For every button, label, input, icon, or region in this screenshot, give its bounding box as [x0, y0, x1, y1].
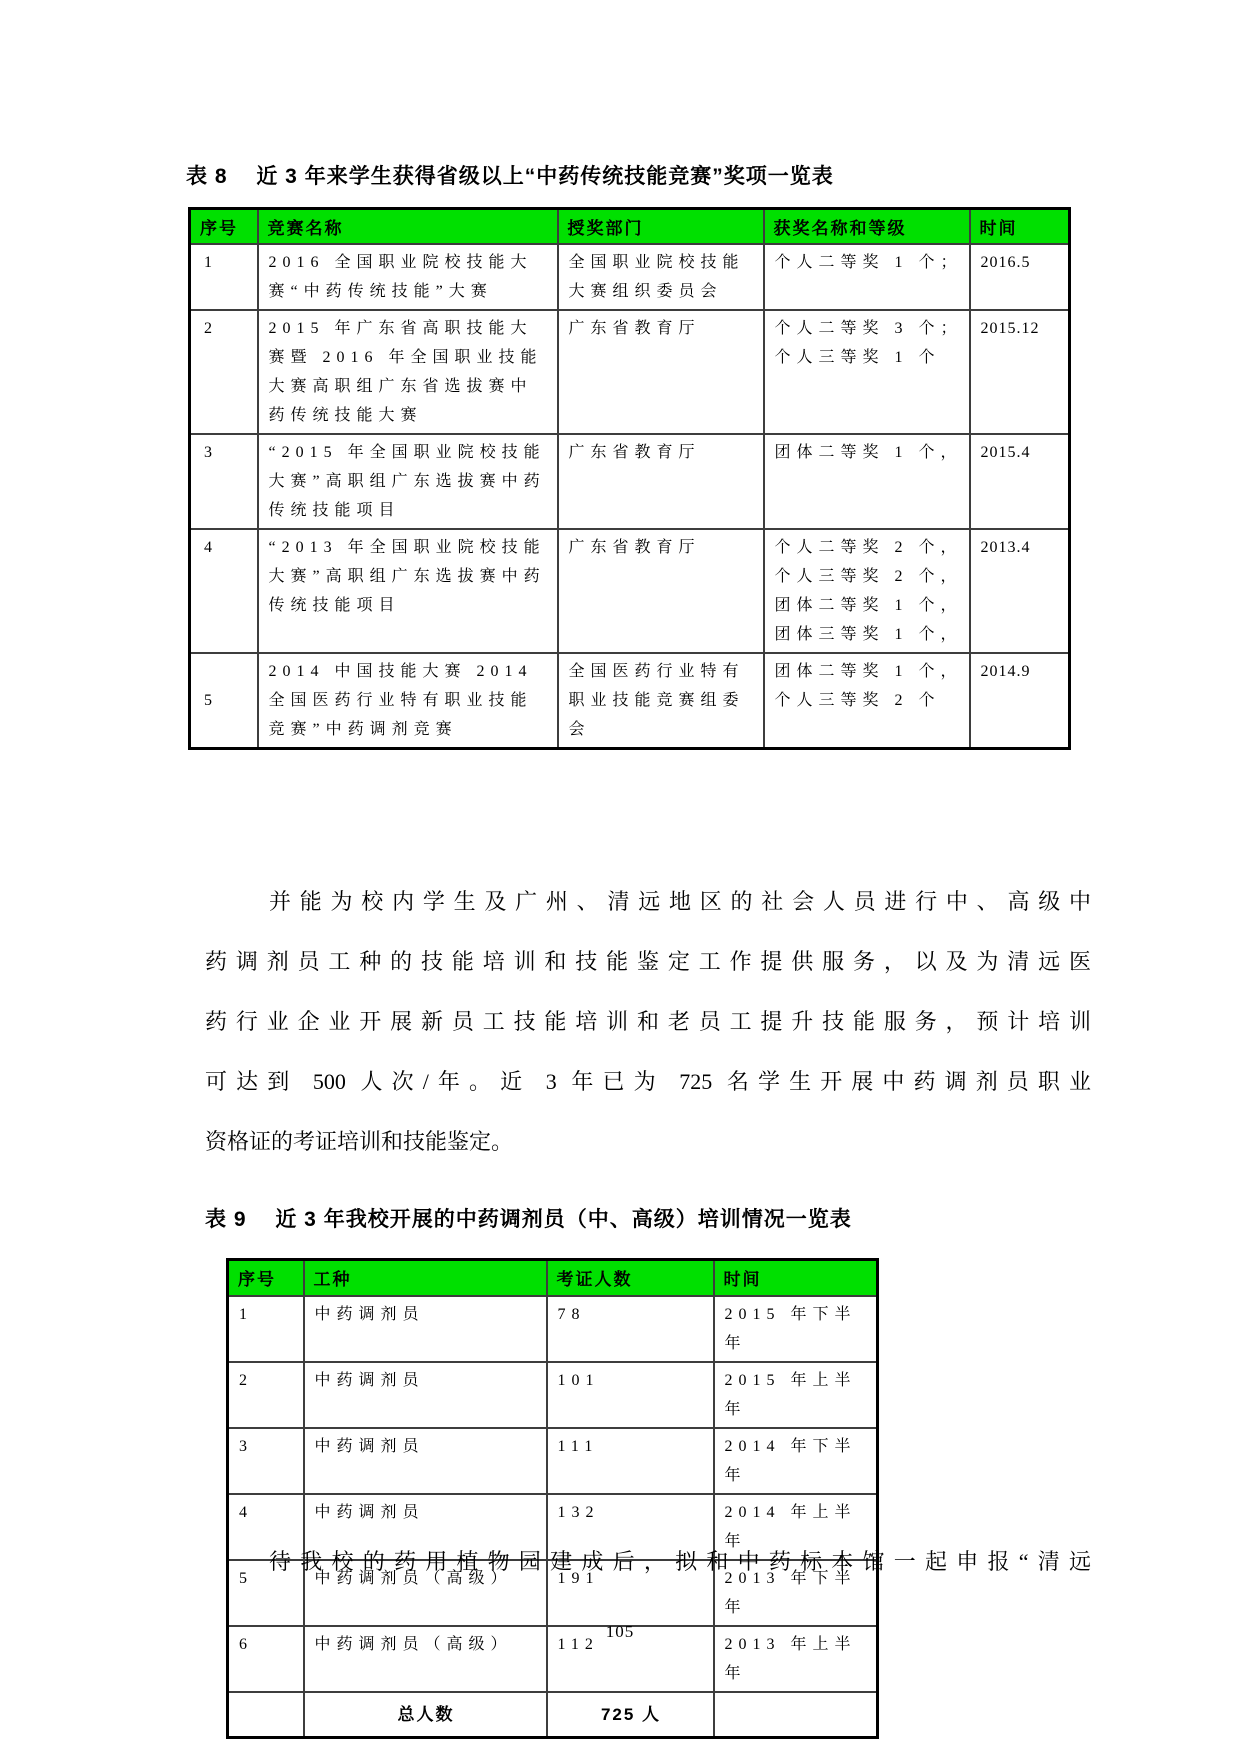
paragraph-line: 药调剂员工种的技能培训和技能鉴定工作提供服务，以及为清远医	[205, 949, 1091, 974]
table-total-row	[228, 1692, 878, 1738]
cell-time: 2016.5	[970, 244, 1070, 310]
table9-title: 表 9 近 3 年我校开展的中药调剂员（中、高级）培训情况一览表	[205, 1208, 852, 1231]
award-line: 团体二等奖 1 个，	[774, 663, 963, 680]
award-line: 个人二等奖 3 个；	[774, 320, 963, 337]
cell-awards	[764, 653, 970, 749]
cell-time: 2014 年下半年	[714, 1428, 878, 1494]
table8-header-award: 获奖名称和等级	[764, 209, 970, 245]
cell-time: 2015.12	[970, 310, 1070, 434]
award-line: 个人三等奖 2 个，	[774, 568, 963, 585]
table8-header-no: 序号	[190, 209, 258, 245]
award-line: 个人二等奖 2 个，	[774, 539, 963, 556]
paragraph-training-services	[205, 872, 1091, 1172]
table-row	[190, 244, 1070, 310]
paragraph-line: 可达到 500 人次/年。近 3 年已为 725 名学生开展中药调剂员职业	[205, 1069, 1091, 1094]
cell-time: 2014 年上半年	[714, 1494, 878, 1560]
cell-job: 中药调剂员	[304, 1428, 547, 1494]
table8-title: 表 8 近 3 年来学生获得省级以上“中药传统技能竞赛”奖项一览表	[186, 165, 834, 188]
total-value: 725 人	[547, 1692, 714, 1738]
cell-index: 6	[228, 1626, 304, 1692]
cell-awards	[764, 529, 970, 653]
award-line: 团体三等奖 1 个，	[774, 626, 963, 643]
cell-index: 5	[190, 653, 258, 749]
cell-award-dept: 广东省教育厅	[558, 310, 764, 434]
cell-award-dept: 广东省教育厅	[558, 529, 764, 653]
cell-count: 101	[547, 1362, 714, 1428]
cell-time: 2013.4	[970, 529, 1070, 653]
cell-awards	[764, 244, 970, 310]
cell-index: 4	[190, 529, 258, 653]
table8-header-time: 时间	[970, 209, 1070, 245]
paragraph-line: 药行业企业开展新员工技能培训和老员工提升技能服务，预计培训	[205, 1009, 1091, 1034]
cell-competition-name: “2013 年全国职业院校技能大赛”高职组广东选拔赛中药传统技能项目	[258, 529, 558, 653]
cell-count: 191	[547, 1560, 714, 1626]
cell-index: 3	[228, 1428, 304, 1494]
paragraph-botanical-garden	[205, 1532, 1091, 1592]
table9-header-row	[228, 1260, 878, 1296]
cell-job: 中药调剂员	[304, 1296, 547, 1362]
page-number: 105	[605, 1622, 635, 1641]
table8-awards-table	[188, 207, 1071, 750]
cell-time: 2015.4	[970, 434, 1070, 529]
table9-header-no: 序号	[228, 1260, 304, 1296]
table-row	[228, 1296, 878, 1362]
cell-competition-name: 2015 年广东省高职技能大赛暨 2016 年全国职业技能大赛高职组广东省选拔赛中药传统技能大赛	[258, 310, 558, 434]
table-row	[190, 653, 1070, 749]
cell-award-dept: 广东省教育厅	[558, 434, 764, 529]
cell-index: 1	[190, 244, 258, 310]
table9-header-count: 考证人数	[547, 1260, 714, 1296]
award-line: 个人二等奖 1 个；	[774, 254, 963, 271]
cell-award-dept: 全国医药行业特有职业技能竞赛组委会	[558, 653, 764, 749]
cell-competition-name: 2014 中国技能大赛 2014 全国医药行业特有职业技能竞赛”中药调剂竞赛	[258, 653, 558, 749]
table9-header-time: 时间	[714, 1260, 878, 1296]
cell-job: 中药调剂员	[304, 1362, 547, 1428]
cell-index: 3	[190, 434, 258, 529]
award-line: 团体二等奖 1 个，	[774, 597, 963, 614]
table8-header-competition: 竞赛名称	[258, 209, 558, 245]
cell-count: 132	[547, 1494, 714, 1560]
award-line: 团体二等奖 1 个，	[774, 444, 963, 461]
cell-time: 2015 年上半年	[714, 1362, 878, 1428]
table-row	[228, 1362, 878, 1428]
cell-index: 4	[228, 1494, 304, 1560]
cell-time: 2013 年下半年	[714, 1560, 878, 1626]
cell-time: 2013 年上半年	[714, 1626, 878, 1692]
paragraph-line: 资格证的考证培训和技能鉴定。	[205, 1129, 514, 1154]
cell-job: 中药调剂员（高级）	[304, 1560, 547, 1626]
total-label: 总人数	[304, 1692, 547, 1738]
cell-job: 中药调剂员（高级）	[304, 1626, 547, 1692]
paragraph-line: 并能为校内学生及广州、清远地区的社会人员进行中、高级中	[269, 889, 1091, 914]
cell-competition-name: “2015 年全国职业院校技能大赛”高职组广东选拔赛中药传统技能项目	[258, 434, 558, 529]
table8-header-dept: 授奖部门	[558, 209, 764, 245]
cell-index: 2	[228, 1362, 304, 1428]
cell-index: 1	[228, 1296, 304, 1362]
cell-award-dept: 全国职业院校技能大赛组织委员会	[558, 244, 764, 310]
cell-job: 中药调剂员	[304, 1494, 547, 1560]
cell-count: 78	[547, 1296, 714, 1362]
cell-index: 5	[228, 1560, 304, 1626]
cell-time: 2014.9	[970, 653, 1070, 749]
cell-count: 111	[547, 1428, 714, 1494]
table9-training-table	[226, 1258, 879, 1739]
table-row	[228, 1428, 878, 1494]
table-row	[190, 310, 1070, 434]
cell-time: 2015 年下半年	[714, 1296, 878, 1362]
cell-awards	[764, 310, 970, 434]
cell-empty	[228, 1692, 304, 1738]
table9-header-job: 工种	[304, 1260, 547, 1296]
table-row	[190, 434, 1070, 529]
table8-header-row	[190, 209, 1070, 245]
cell-index: 2	[190, 310, 258, 434]
cell-competition-name: 2016 全国职业院校技能大赛“中药传统技能”大赛	[258, 244, 558, 310]
cell-awards	[764, 434, 970, 529]
table-row	[190, 529, 1070, 653]
paragraph-line: 待我校的药用植物园建成后，拟和中药标本馆一起申报“清远	[269, 1549, 1091, 1574]
cell-empty	[714, 1692, 878, 1738]
award-line: 个人三等奖 2 个	[774, 692, 941, 709]
award-line: 个人三等奖 1 个	[774, 349, 941, 366]
cell-count: 112	[547, 1626, 714, 1692]
